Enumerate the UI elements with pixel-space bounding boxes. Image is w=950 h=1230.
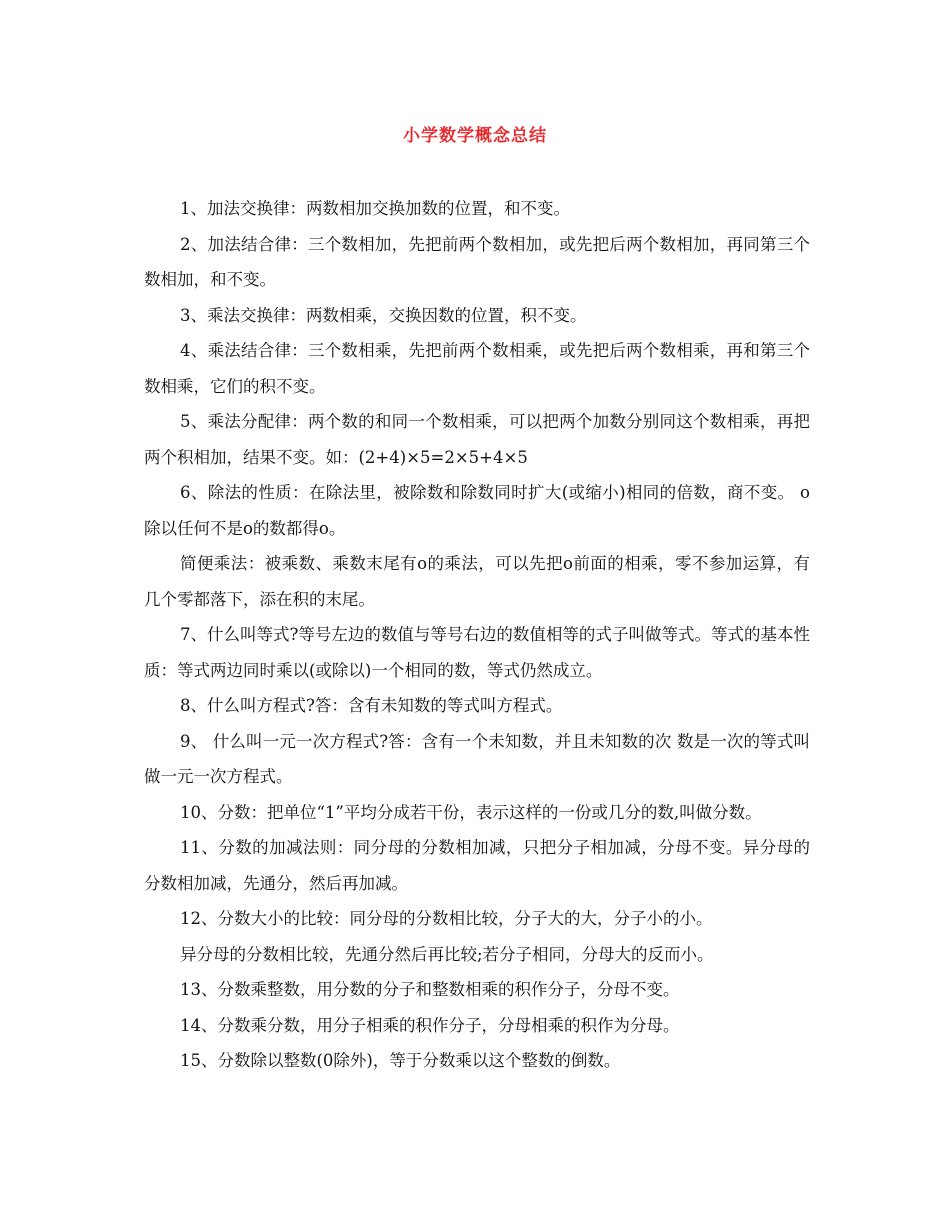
paragraph-6: 6、除法的性质：在除法里，被除数和除数同时扩大(或缩小)相同的倍数，商不变。 o除以任何不是o的数都得o。 xyxy=(144,483,810,538)
paragraph-1: 1、加法交换律：两数相加交换加数的位置，和不变。 xyxy=(180,199,570,218)
document-body xyxy=(144,191,810,1079)
paragraph-5: 5、乘法分配律：两个数的和同一个数相乘，可以把两个加数分别同这个数相乘，再把两个积相加，结果不变。如：(2+4)×5=2×5+4×5 xyxy=(144,412,810,467)
paragraph-8: 8、什么叫方程式?答：含有未知数的等式叫方程式。 xyxy=(180,696,563,715)
paragraph-13: 13、分数乘整数，用分数的分子和整数相乘的积作分子，分母不变。 xyxy=(180,980,680,999)
paragraph-12-continued: 异分母的分数相比较，先通分然后再比较;若分子相同，分母大的反而小。 xyxy=(180,944,714,964)
paragraph-12: 12、分数大小的比较：同分母的分数相比较，分子大的大，分子小的小。 xyxy=(180,909,713,928)
paragraph-9: 9、 什么叫一元一次方程式?答：含有一个未知数，并且未知数的次 数是一次的等式叫做一元一次方程式。 xyxy=(144,731,810,786)
paragraph-10: 10、分数：把单位“1”平均分成若干份，表示这样的一份或几分的数,叫做分数。 xyxy=(180,802,762,822)
paragraph-simple-multiplication: 简便乘法：被乘数、乘数末尾有o的乘法，可以先把o前面的相乘，零不参加运算，有几个零都落下，添在积的末尾。 xyxy=(144,554,810,609)
paragraph-4: 4、乘法结合律：三个数相乘，先把前两个数相乘，或先把后两个数相乘，再和第三个数相乘，它们的积不变。 xyxy=(144,341,810,396)
paragraph-11: 11、分数的加减法则：同分母的分数相加减，只把分子相加减，分母不变。异分母的分数相加减，先通分，然后再加减。 xyxy=(144,838,810,893)
document-title: 小学数学概念总结 xyxy=(403,126,547,146)
paragraph-3: 3、乘法交换律：两数相乘，交换因数的位置，积不变。 xyxy=(180,305,587,325)
paragraph-2: 2、加法结合律：三个数相加，先把前两个数相加，或先把后两个数相加，再同第三个数相加，和不变。 xyxy=(144,234,810,289)
paragraph-7: 7、什么叫等式?等号左边的数值与等号右边的数值相等的式子叫做等式。等式的基本性质：等式两边同时乘以(或除以)一个相同的数，等式仍然成立。 xyxy=(144,625,810,680)
paragraph-14: 14、分数乘分数，用分子相乘的积作分子，分母相乘的积作为分母。 xyxy=(180,1015,680,1035)
paragraph-15: 15、分数除以整数(0除外)，等于分数乘以这个整数的倒数。 xyxy=(180,1051,621,1070)
